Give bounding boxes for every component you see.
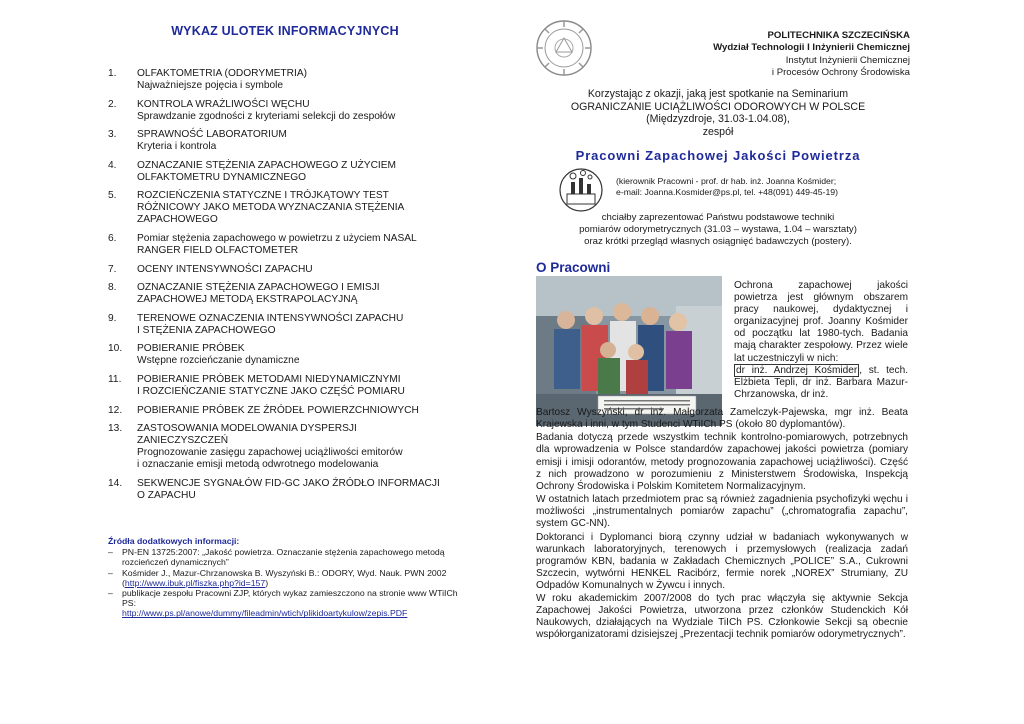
- item-line: ZANIECZYSZCZEŃ: [137, 435, 229, 447]
- item-number: 13.: [108, 423, 123, 435]
- list-item: [108, 313, 458, 337]
- item-line: OZNACZANIE STĘŻENIA ZAPACHOWEGO Z UŻYCIEM: [137, 159, 397, 171]
- invitation-text: Korzystając z okazji, jaką jest spotkanie na Seminarium OGRANICZANIE UCIĄŻLIWOŚCI ODOROWYCH W POLSCE (Międzyzdroje, 31.03-1.04.08), zespół: [570, 88, 866, 138]
- item-line: Kryteria i kontrola: [137, 141, 217, 153]
- lab-logo-icon: [558, 166, 604, 214]
- item-number: 6.: [108, 232, 117, 244]
- item-line: SPRAWNOŚĆ LABORATORIUM: [137, 129, 287, 141]
- item-number: 9.: [108, 312, 117, 324]
- contact-info: (kierownik Pracowni - prof. dr hab. inż. Joanna Kośmider; e-mail: Joanna.Kosmider@ps.pl, tel. +48(091) 449-45-19): [616, 176, 839, 197]
- item-line: RANGER FIELD OLFACTOMETER: [137, 244, 299, 256]
- section-heading: O Pracowni: [536, 260, 611, 275]
- publications-link[interactable]: http://www.ps.pl/anowe/dummy/fileadmin/wtich/plikidoartykulow/zepis.PDF: [122, 608, 408, 619]
- paragraph: W roku akademickim 2007/2008 do tych prac włączyła się aktywnie Sekcja Zapachowej Jakości Powietrza, utworzona przez członków Studenckich Kół Naukowych, działających na Wydziale TiICh PS. Członkowie Sekcji są obecnie współorganizatorami dzisiejszej „Prezentacji technik pomiarów odorymetrycznych”.: [536, 593, 908, 641]
- list-item: [108, 99, 458, 123]
- ibuk-link[interactable]: http://www.ibuk.pl/fiszka.php?id=157: [124, 577, 266, 588]
- item-line: i oznaczanie emisji metodą odwrotnego modelowania: [137, 459, 379, 471]
- paragraph: Badania dotyczą przede wszystkim technik kontrolno-pomiarowych, potrzebnych dla wprowadzenia w Polsce standardów zapachowej jakości powietrza (pomiary emisji i imisji odorantów, metody prognozowania zapachowej uciążliwości). Część z nich prowadzono w porozumieniu z Ministerstwem Środowiska, Inspekcją Ochrony Środowiska i Polskim Komitetem Normalizacyjnym.: [536, 432, 908, 492]
- list-item: [108, 423, 458, 471]
- item-line: OLFAKTOMETRIA (ODORYMETRIA): [137, 68, 308, 79]
- item-line: SEKWENCJE SYGNAŁÓW FID-GC JAKO ŹRÓDŁO INFORMACJI: [137, 477, 440, 489]
- item-line: POBIERANIE PRÓBEK: [137, 343, 245, 355]
- offer-text: chciałby zaprezentować Państwu podstawowe techniki pomiarów odorymetrycznych (31.03 – wystawa, 1.04 – warsztaty) oraz krótki przegląd własnych osiągnięć badawczych (postery).: [579, 212, 857, 247]
- university-seal-icon: [534, 18, 594, 78]
- item-line: OCENY INTENSYWNOŚCI ZAPACHU: [137, 263, 313, 275]
- list-item: [108, 264, 458, 276]
- item-number: 4.: [108, 159, 117, 171]
- highlighted-name: dr inż. Andrzej Kośmider: [736, 364, 858, 376]
- item-line: OLFAKTOMETRU DYNAMICZNEGO: [137, 171, 307, 183]
- list-item: [108, 68, 458, 92]
- paragraph: Bartosz Wyszyński, dr inż. Małgorzata Zamelczyk-Pajewska, mgr inż. Beata Krajewska i inni, w tym Studenci WTiICh PS (około 80 dyplomantów).: [536, 407, 908, 431]
- item-line: TERENOWE OZNACZENIA INTENSYWNOŚCI ZAPACHU: [137, 312, 404, 324]
- list-item: [108, 233, 458, 257]
- list-item: [108, 478, 458, 502]
- list-item: [108, 282, 458, 306]
- item-line: Pomiar stężenia zapachowego w powietrzu z użyciem NASAL: [137, 232, 417, 244]
- source-item: – Kośmider J., Mazur-Chrzanowska B. Wyszyński B.: ODORY, Wyd. Nauk. PWN 2002 (http://www.ibuk.pl/fiszka.php?id=157): [108, 567, 447, 588]
- item-number: 11.: [108, 373, 122, 385]
- institution-header: POLITECHNIKA SZCZECIŃSKA Wydział Technologii I Inżynierii Chemicznej Instytut Inżynierii Chemicznej i Procesów Ochrony Środowiska: [713, 30, 910, 79]
- left-column: [108, 24, 468, 619]
- list-item: [108, 405, 458, 417]
- item-line: KONTROLA WRAŻLIWOŚCI WĘCHU: [137, 98, 310, 110]
- item-number: 12.: [108, 404, 123, 416]
- item-line: O ZAPACHU: [137, 489, 196, 501]
- list-item: [108, 190, 458, 226]
- sources-section: [108, 536, 460, 619]
- list-item: [108, 160, 458, 184]
- list-item: [108, 343, 458, 367]
- lab-name: Pracowni Zapachowej Jakości Powietrza: [575, 148, 861, 163]
- list-item: [108, 129, 458, 153]
- list-title: WYKAZ ULOTEK INFORMACYJNYCH: [171, 24, 399, 38]
- item-line: Najważniejsze pojęcia i symbole: [137, 80, 284, 91]
- leaflet-list: [108, 68, 458, 508]
- item-number: 7.: [108, 263, 117, 275]
- item-line: ZAPACHOWEJ METODĄ EKSTRAPOLACYJNĄ: [137, 294, 358, 306]
- paragraph: W ostatnich latach przedmiotem prac są również zagadnienia psychofizyki węchu i możliwości „instrumentalnych pomiarów zapachu” („chromatografia zapachu”, system GC-NN).: [536, 494, 908, 530]
- sources-heading: Źródła dodatkowych informacji:: [108, 536, 240, 546]
- item-line: I STĘŻENIA ZAPACHOWEGO: [137, 324, 276, 336]
- item-number: 10.: [108, 343, 123, 355]
- paragraph: Doktoranci i Dyplomanci biorą czynny udział w badaniach wykonywanych w warunkach laboratoryjnych, terenowych i przemysłowych (realizacja zadań programów KBN, badania w Zakładach Chemicznych „POLICE” S.A., Cukrowni Szczecin, wytwórni HENKEL Racibórz, fermie norek „NOREX” Strumiany, ZU Odpadów Komunalnych w Żywcu i innych.: [536, 531, 908, 591]
- item-number: 14.: [108, 477, 123, 489]
- item-line: ZAPACHOWEGO: [137, 214, 218, 226]
- item-number: 5.: [108, 190, 117, 202]
- item-number: 1.: [108, 68, 117, 79]
- item-line: I ROZCIEŃCZANIE STATYCZNE JAKO CZĘŚĆ POMIARU: [137, 385, 405, 397]
- source-item: – PN-EN 13725:2007: „Jakość powietrza. Oznaczanie stężenia zapachowego metodą rozcieńczeń dynamicznych”: [108, 547, 445, 568]
- item-line: POBIERANIE PRÓBEK METODAMI NIEDYNAMICZNYMI: [137, 373, 401, 385]
- item-line: OZNACZANIE STĘŻENIA ZAPACHOWEGO I EMISJI: [137, 282, 380, 294]
- item-line: POBIERANIE PRÓBEK ZE ŹRÓDEŁ POWIERZCHNIOWYCH: [137, 404, 419, 416]
- item-line: Sprawdzanie zgodności z kryteriami selekcji do zespołów: [137, 110, 396, 122]
- item-line: Prognozowanie zasięgu zapachowej uciążliwości emitorów: [137, 447, 403, 459]
- list-item: [108, 374, 458, 398]
- about-body: [536, 407, 908, 643]
- item-line: Wstępne rozcieńczanie dynamiczne: [137, 355, 300, 367]
- item-number: 3.: [108, 129, 117, 141]
- about-intro: Ochrona zapachowej jakości powietrza jest głównym obszarem pracy naukowej, dydaktycznej i organizacyjnej prof. Joanny Kośmider od początku lat 1980-tych. Badania mają charakter zespołowy. Przez wiele lat uczestniczyli w nich: dr inż. Andrzej Kośmider , st. tech. Elżbieta Tepli, dr inż. Barbara Mazur-Chrzanowska, dr inż.: [734, 280, 908, 400]
- item-line: RÓŻNICOWY JAKO METODA WYZNACZANIA STĘŻENIA: [137, 202, 405, 214]
- item-number: 2.: [108, 98, 117, 110]
- team-photo: [536, 276, 722, 426]
- item-line: ROZCIEŃCZENIA STATYCZNE I TRÓJKĄTOWY TEST: [137, 190, 389, 202]
- item-line: ZASTOSOWANIA MODELOWANIA DYSPERSJI: [137, 423, 357, 435]
- source-item: – publikacje zespołu Pracowni ZJP, których wykaz zamieszczono na stronie www WTiICh PS: http://www.ps.pl/anowe/dummy/fileadmin/wtich/plikidoartykulow/zepis.PDF: [108, 588, 458, 619]
- item-number: 8.: [108, 282, 117, 294]
